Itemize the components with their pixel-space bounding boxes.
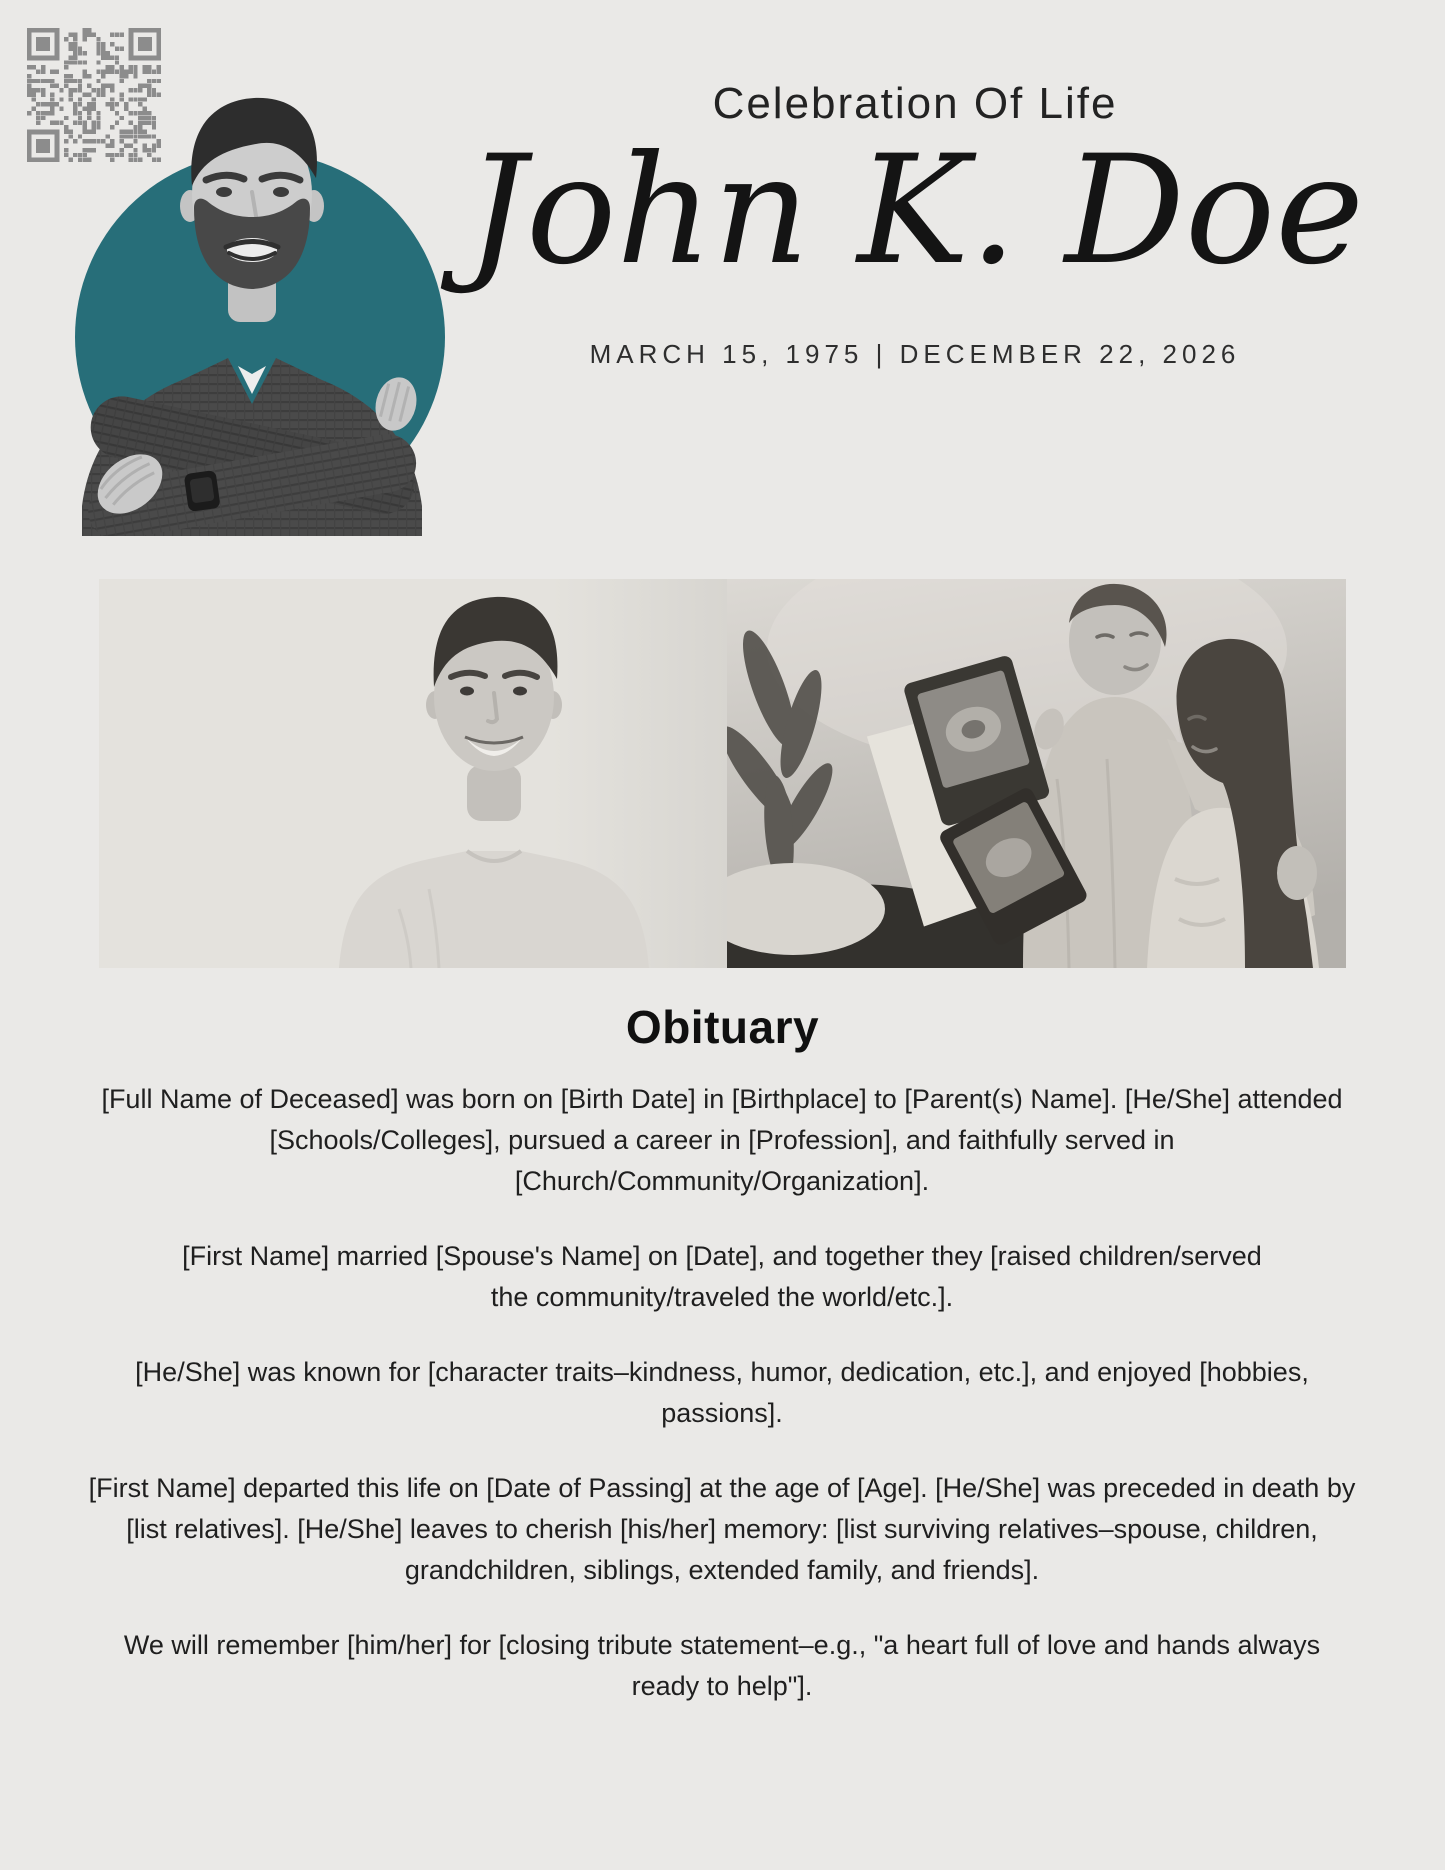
- qr-finder-bottom-left: [27, 130, 59, 162]
- life-dates: MARCH 15, 1975 | DECEMBER 22, 2026: [589, 339, 1241, 369]
- portrait-photo: [60, 86, 440, 536]
- deceased-name: John K. Doe: [465, 124, 1365, 298]
- memorial-header: [440, 78, 1390, 370]
- qr-finder-top-right: [129, 28, 161, 60]
- gallery-photo-young-man: [99, 579, 727, 968]
- young-man-photo-illustration: [99, 579, 727, 968]
- obituary-paragraph: [First Name] married [Spouse's Name] on [Date], and together they [raised children/served the community/traveled the world/etc.].: [182, 1241, 1262, 1312]
- gallery-photo-couple-ultrasound: [727, 579, 1346, 968]
- qr-finder-top-left: [27, 28, 59, 60]
- photo-gallery: [99, 579, 1346, 968]
- obituary-paragraph: We will remember [him/her] for [closing tribute statement–e.g., "a heart full of love and hands always ready to help"].: [123, 1630, 1321, 1701]
- celebration-eyebrow: Celebration Of Life: [712, 79, 1118, 128]
- obituary-paragraph: [First Name] departed this life on [Date of Passing] at the age of [Age]. [He/She] was preceded in death by [list relatives]. [He/She] leaves to cherish [his/her] memory: [list surviving relatives–spouse, children, grandchildren, siblings, extended family, and friends].: [88, 1473, 1356, 1585]
- portrait-man-illustration: [60, 86, 440, 536]
- obituary-paragraph: [Full Name of Deceased] was born on [Birth Date] in [Birthplace] to [Parent(s) Name]. [He/She] attended [Schools/Colleges], pursued a career in [Profession], and faithfully served in [Church/Community/Organization].: [101, 1084, 1343, 1196]
- couple-ultrasound-photo-illustration: [727, 579, 1346, 968]
- obituary-title: Obituary: [625, 1001, 820, 1053]
- obituary-text: [82, 1079, 1362, 1741]
- obituary-paragraph: [He/She] was known for [character traits–kindness, humor, dedication, etc.], and enjoyed [hobbies, passions].: [135, 1357, 1309, 1428]
